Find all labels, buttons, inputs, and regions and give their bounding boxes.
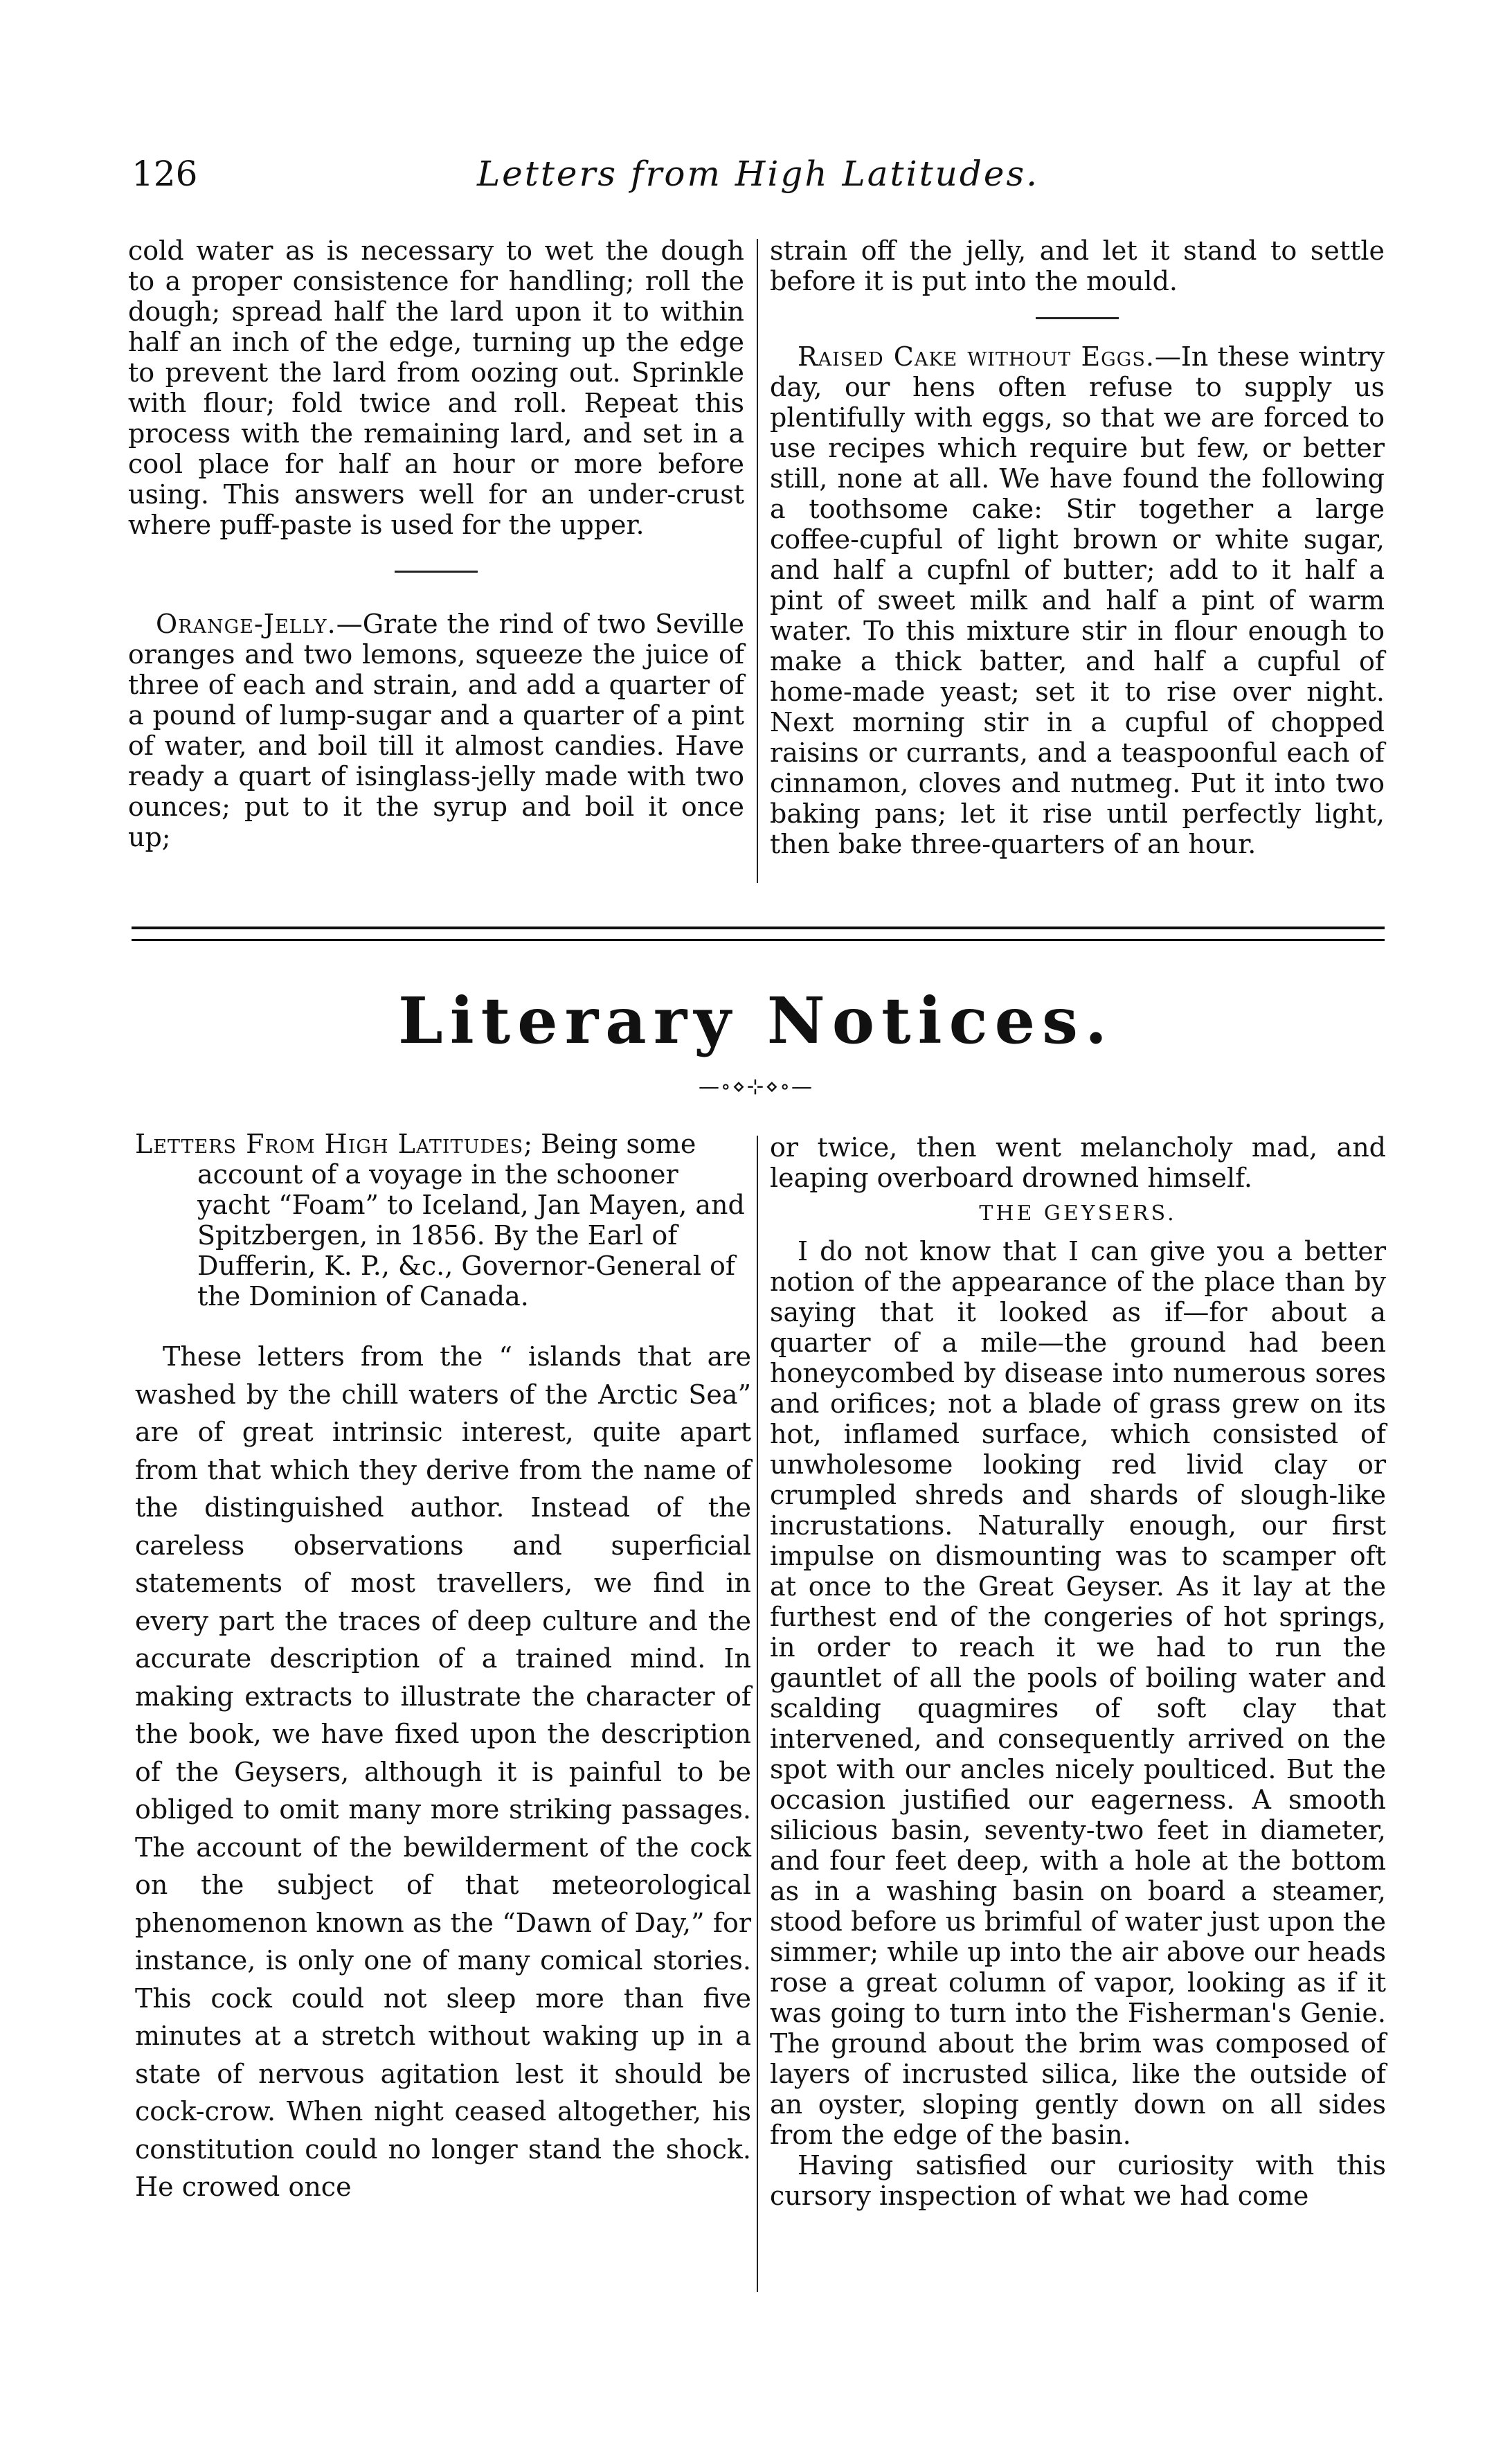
book-description: ; Being some account of a voyage in the schooner yacht “Foam” to Iceland, Jan Mayen, and Spitzbergen, in 1856. By the Earl of Dufferin, K. P., &c., Governor-General of the Dominion of Canada. (197, 1129, 745, 1312)
orange-jelly-paragraph (128, 609, 744, 852)
ornament-divider: —∘⋄⊹⋄∘— (698, 1075, 814, 1099)
divider-rule (1036, 317, 1119, 319)
geysers-subheading: THE GEYSERS. (979, 1201, 1177, 1226)
top-left-column (128, 235, 744, 852)
divider-rule (395, 571, 478, 573)
column-divider-bottom (757, 1136, 758, 2292)
curiosity-paragraph: Having satisfied our curiosity with this cursory inspection of what we had come (770, 2150, 1386, 2211)
page-number: 126 (132, 154, 198, 194)
cock-ending-paragraph: or twice, then went melancholy mad, and leaping overboard drowned himself. (770, 1132, 1386, 1193)
page-header (132, 154, 1385, 209)
raised-cake-paragraph (770, 341, 1385, 859)
section-double-rule (132, 927, 1385, 941)
bottom-left-column (135, 1129, 751, 2206)
geysers-paragraph: I do not know that I can give you a better notion of the appearance of the place than by saying that it looked as if—for about a quarter of a mile—the ground had been honeycombed by disease into numerous sores and orifices; not a blade of grass grew on its hot, inflamed surface, which consisted of unwholesome looking red livid clay or crumpled shreds and shards of slough-like incrustations. Naturally enough, our first impulse on dismounting was to scamper oft at once to the Great Geyser. As it lay at the furthest end of the congeries of hot springs, in order to reach it we had to run the gauntlet of all the pools of boiling water and scalding quagmires of soft clay that intervened, and consequently arrived on the spot with our ancles nicely poulticed. But the occasion justified our eagerness. A smooth silicious basin, seventy-two feet in diameter, and four feet deep, with a hole at the bottom as in a washing basin on board a steamer, stood before us brimful of water just upon the simmer; while up into the air above our heads rose a great column of vapor, looking as if it was going to turn into the Fisherman's Genie. The ground about the brim was composed of layers of incrusted silica, like the outside of an oyster, sloping gently down on all sides from the edge of the basin. (770, 1236, 1386, 2150)
top-right-column (770, 235, 1385, 859)
review-paragraph: These letters from the “ islands that are washed by the chill waters of the Arctic Sea” are of great intrinsic interest, quite apart from that which they derive from the name of the distinguished author. Instead of the careless observations and superficial statements of most travellers, we find in every part the traces of deep culture and the accurate description of a trained mind. In making extracts to illustrate the character of the book, we have fixed upon the description of the Geysers, although it is painful to be obliged to omit many more striking passages. The account of the bewilderment of the cock on the subject of that meteorological phenomenon known as the “Dawn of Day,” for instance, is only one of many comical stories. This cock could not sleep more than five minutes at a stretch without waking up in a state of nervous agitation lest it should be cock-crow. When night ceased altogether, his constitution could no longer stand the shock. He crowed once (135, 1341, 751, 2202)
jelly-continued-paragraph: strain off the jelly, and let it stand to settle before it is put into the mould. (770, 235, 1385, 296)
raised-cake-body: —In these wintry day, our hens often refuse to supply us plentifully with eggs, so that we are forced to use recipes which require but few, or better still, none at all. We have found the following a toothsome cake: Stir together a large coffee-cupful of light brown or white sugar, and half a cupfnl of butter; add to it half a pint of sweet milk and half a pint of warm water. To this mixture stir in flour enough to make a thick batter, and half a cupful of home-made yeast; set it to rise over night. Next morning stir in a cupful of chopped raisins or currants, and a teaspoonful each of cinnamon, cloves and nutmeg. Put it into two baking pans; let it rise until perfectly light, then bake three-quarters of an hour. (770, 341, 1385, 859)
running-title: Letters from High Latitudes. (476, 154, 1040, 194)
book-entry (135, 1129, 751, 1312)
book-title: Letters From High Latitudes (135, 1129, 524, 1159)
raised-cake-heading: Raised Cake without Eggs. (798, 341, 1155, 372)
pastry-paragraph: cold water as is necessary to wet the dough to a proper consistence for handling; roll the dough; spread half the lard upon it to within half an inch of the edge, turning up the edge to prevent the lard from oozing out. Sprinkle with flour; fold twice and roll. Repeat this process with the remaining lard, and set in a cool place for half an hour or more before using. This answers well for an under-crust where puff-paste is used for the upper. (128, 235, 744, 540)
column-divider-top (757, 239, 758, 883)
section-title: Literary Notices. (398, 983, 1114, 1058)
bottom-right-column (770, 1132, 1386, 2211)
orange-jelly-body: —Grate the rind of two Seville oranges and two lemons, squeeze the juice of three of each and strain, and add a quarter of a pound of lump-sugar and a quarter of a pint of water, and boil till it almost candies. Have ready a quart of isinglass-jelly made with two ounces; put to it the syrup and boil it once up; (128, 609, 744, 852)
orange-jelly-heading: Orange-Jelly. (156, 609, 336, 639)
